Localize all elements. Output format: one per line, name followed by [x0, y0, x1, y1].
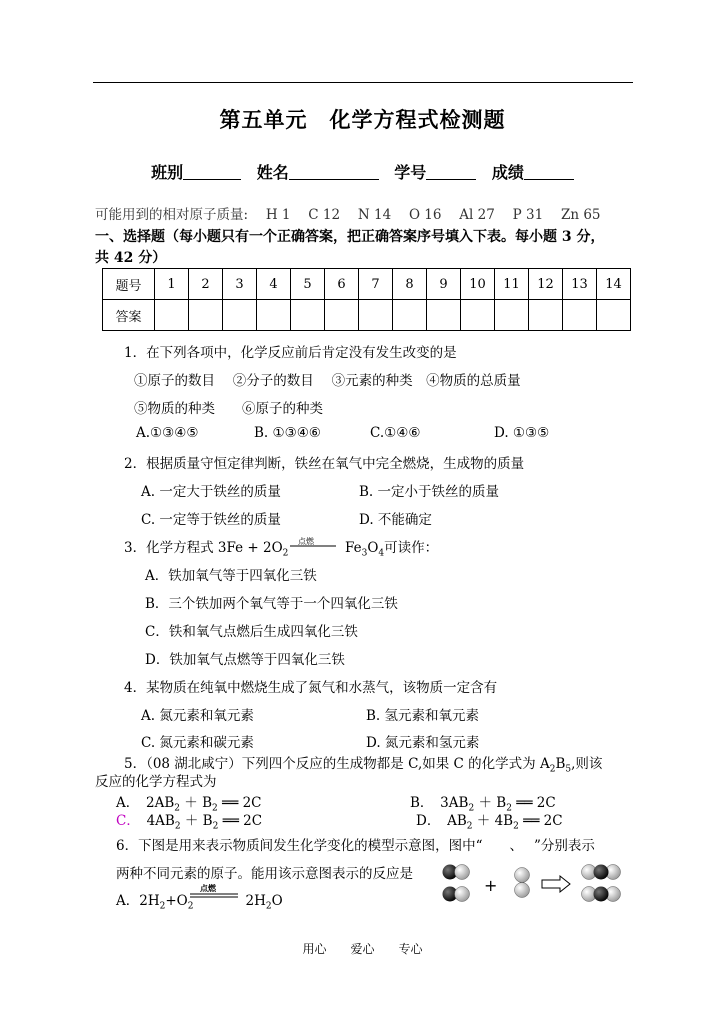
table-cell: 13 [563, 269, 597, 300]
q3-option-b[interactable]: B．三个铁加两个氧气等于一个四氧化三铁 [145, 596, 398, 612]
section1-heading: 一、选择题（每小题只有一个正确答案，把正确答案序号填入下表。每小题 3 分， [95, 229, 605, 245]
q3-option-d[interactable]: D．铁加氧气点燃等于四氧化三铁 [145, 652, 345, 668]
q5-b-eq2: ＋ B [474, 795, 507, 811]
q3-product-o: O [367, 540, 379, 556]
page-footer: 用心 爱心 专心 [302, 942, 423, 956]
q6-a-mid: +O [165, 893, 188, 909]
reaction-arrow-icon [542, 876, 570, 892]
answer-cell[interactable] [291, 300, 325, 331]
q5-b-sub: 2 [468, 803, 475, 814]
q3-product-fe: Fe [344, 540, 362, 556]
q3-stem-prefix: 3．化学方程式 3Fe + 2O [124, 540, 283, 556]
q5-stem-text: 5．（08 湖北咸宁）下列四个反应的生成物都是 C,如果 C 的化学式为 A [124, 756, 550, 772]
q5-c-eq3: ══ 2C [218, 813, 263, 829]
page-title: 第五单元 化学方程式检测题 [219, 107, 506, 132]
q6-a-suffix: 2H [245, 893, 266, 909]
answer-cell[interactable] [461, 300, 495, 331]
q5-b: B [555, 756, 566, 772]
q5-option-d[interactable] [416, 809, 563, 832]
q5-a-eq3: ══ 2C [217, 795, 262, 811]
q5-d-sub: 2 [466, 821, 473, 832]
answer-cell[interactable] [393, 300, 427, 331]
q5-a-sub: 2 [174, 803, 180, 814]
q1-items-line2: ⑤物质的种类 ⑥原子的种类 [134, 401, 323, 417]
reaction-model-diagram [438, 856, 628, 908]
q2-option-b[interactable]: B. 一定小于铁丝的质量 [359, 484, 500, 500]
q3-stem-suffix: 可读作： [384, 540, 439, 556]
q5-d-eq3: ══ 2C [518, 813, 563, 829]
q6-reaction-line [190, 893, 238, 899]
class-label: 班别 [151, 163, 184, 182]
table-cell: 11 [495, 269, 529, 300]
q5-d-sub-b: 2 [513, 821, 519, 832]
q5-d-eq: AB [447, 813, 467, 829]
reactant-molecule-3 [515, 868, 530, 898]
table-cell: 7 [359, 269, 393, 300]
q5-d-eq2: ＋ 4B [472, 813, 514, 829]
q6-a-end: O [271, 893, 283, 909]
q5-a-label: A． [116, 795, 133, 811]
q5-b-eq: 3AB [440, 795, 469, 811]
table-header-answer: 答案 [103, 300, 155, 331]
table-cell: 4 [257, 269, 291, 300]
q1-option-d[interactable]: D. ①③⑤ [494, 425, 550, 441]
id-blank[interactable] [426, 163, 476, 180]
product-molecule-2 [582, 887, 621, 902]
q3-product-sub1: 3 [361, 548, 368, 559]
q3-reaction-line [290, 544, 336, 550]
q6-a-prefix: A．2H [116, 893, 160, 909]
q3-option-a[interactable]: A．铁加氧气等于四氧化三铁 [145, 568, 317, 584]
q1-option-a[interactable]: A.①③④⑤ [136, 425, 199, 441]
name-label: 姓名 [256, 163, 289, 182]
q6-a-sub3: 2 [265, 901, 272, 912]
q5-c-sub: 2 [174, 821, 181, 832]
q6-arrow-label: 点燃 [200, 883, 216, 893]
table-cell: 9 [427, 269, 461, 300]
q5-d-label: D． [416, 813, 434, 829]
class-blank[interactable] [183, 163, 241, 180]
q1-option-c[interactable]: C.①④⑥ [370, 425, 421, 441]
q6-a-sub2: 2 [187, 901, 194, 912]
student-info-line [0, 160, 725, 183]
answer-cell[interactable] [223, 300, 257, 331]
answer-table [102, 268, 631, 331]
q4-option-c[interactable]: C. 氮元素和碳元素 [141, 735, 254, 751]
q5-sub-b: 5 [565, 764, 572, 775]
table-row [103, 300, 631, 331]
q5-a-eq: 2AB [146, 795, 175, 811]
header-rule [93, 82, 633, 83]
q5-a-sub-b: 2 [212, 803, 218, 814]
table-cell: 3 [223, 269, 257, 300]
section1-heading-cont: 共 42 分） [95, 250, 167, 266]
table-cell: 1 [155, 269, 189, 300]
q2-option-a[interactable]: A. 一定大于铁丝的质量 [141, 484, 281, 500]
q5-a-eq2: ＋ B [180, 795, 213, 811]
name-blank[interactable] [289, 163, 379, 180]
answer-cell[interactable] [563, 300, 597, 331]
q6-stem-line1: 6．下图是用来表示物质间发生化学变化的模型示意图，图中“ 、 ”分别表示 [116, 838, 595, 854]
table-row [103, 269, 631, 300]
q6-a-sub1: 2 [159, 901, 166, 912]
table-cell: 8 [393, 269, 427, 300]
answer-cell[interactable] [427, 300, 461, 331]
q6-stem-line2: 两种不同元素的原子。能用该示意图表示的反应是 [116, 866, 413, 882]
table-cell: 5 [291, 269, 325, 300]
q3-arrow-label: 点燃 [298, 537, 314, 546]
id-label: 学号 [394, 163, 427, 182]
answer-cell[interactable] [359, 300, 393, 331]
q2-stem: 2．根据质量守恒定律判断，铁丝在氧气中完全燃烧，生成物的质量 [124, 456, 525, 472]
answer-cell[interactable] [529, 300, 563, 331]
q5-c-label: C． [116, 813, 134, 829]
q5-stem-line2: 反应的化学方程式为 [95, 774, 217, 790]
table-cell: 12 [529, 269, 563, 300]
q5-c-sub-b: 2 [212, 821, 219, 832]
q4-option-a[interactable]: A. 氮元素和氧元素 [141, 708, 254, 724]
q2-option-c[interactable]: C. 一定等于铁丝的质量 [141, 512, 281, 528]
q5-b-label: B． [410, 795, 427, 811]
q1-stem: 1．在下列各项中，化学反应前后肯定没有发生改变的是 [124, 345, 457, 361]
product-molecule-1 [582, 865, 621, 880]
answer-cell[interactable] [597, 300, 631, 331]
answer-cell[interactable] [189, 300, 223, 331]
answer-cell[interactable] [325, 300, 359, 331]
q3-option-c[interactable]: C．铁和氧气点燃后生成四氧化三铁 [145, 624, 358, 640]
q4-option-b[interactable]: B. 氢元素和氧元素 [366, 708, 480, 724]
score-blank[interactable] [524, 163, 574, 180]
q5-stem-end: ,则该 [571, 756, 603, 772]
table-header-number: 题号 [103, 269, 155, 300]
answer-cell[interactable] [155, 300, 189, 331]
q4-stem: 4．某物质在纯氧中燃烧生成了氮气和水蒸气，该物质一定含有 [124, 680, 498, 696]
table-cell: 6 [325, 269, 359, 300]
q4-option-d[interactable]: D. 氮元素和氢元素 [366, 735, 480, 751]
atomic-masses: 可能用到的相对原子质量: H 1 C 12 N 14 O 16 Al 27 P 31 Zn 65 [95, 207, 601, 223]
reactant-molecule-1 [443, 865, 470, 880]
q3-product-sub2: 4 [378, 548, 385, 559]
q5-sub-a: 2 [549, 764, 556, 775]
answer-cell[interactable] [257, 300, 291, 331]
q5-option-c[interactable] [116, 809, 262, 832]
q5-c-eq: 4AB [146, 813, 175, 829]
q3-stem [124, 536, 438, 559]
score-label: 成绩 [491, 163, 524, 182]
plus-sign: + [484, 876, 498, 895]
q2-option-d[interactable]: D. 不能确定 [359, 512, 432, 528]
q3-sub: 2 [282, 548, 289, 559]
table-cell: 14 [597, 269, 631, 300]
q1-option-b[interactable]: B. ①③④⑥ [254, 425, 321, 441]
q5-b-sub-b: 2 [506, 803, 512, 814]
q1-items-line1: ①原子的数目 ②分子的数目 ③元素的种类 ④物质的总质量 [134, 373, 521, 389]
reactant-molecule-2 [443, 887, 470, 902]
answer-cell[interactable] [495, 300, 529, 331]
table-cell: 10 [461, 269, 495, 300]
q5-b-eq3: ══ 2C [511, 795, 556, 811]
q5-c-eq2: ＋ B [180, 813, 213, 829]
table-cell: 2 [189, 269, 223, 300]
